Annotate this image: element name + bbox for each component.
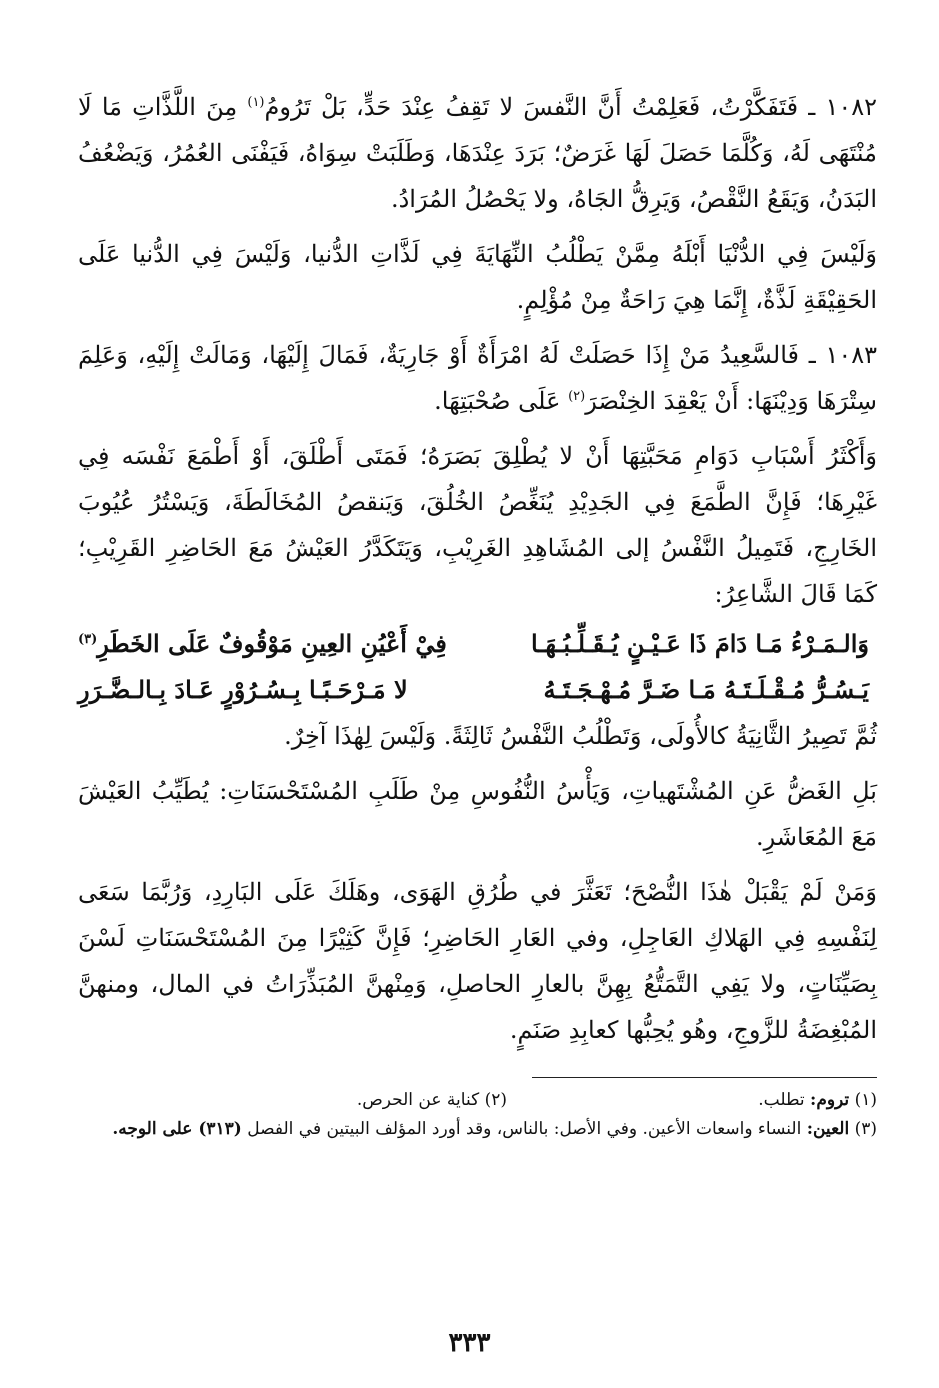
footnote-term: العين: xyxy=(806,1119,850,1139)
verse-hemistich: وَالـمَـرْءُ مَـا دَامَ ذَا عَـيْـنٍ يُـقَـلِّـبُـهَـا xyxy=(530,629,869,658)
footnote-3: (٣) العين: النساء واسعات الأعين. وفي الأصل: بالناس، وقد أورد المؤلف البيتين في الفصل (٣١٣) على الوجه. xyxy=(112,1119,877,1139)
footnote-separator xyxy=(78,1053,877,1078)
footnote-term: تروم: xyxy=(810,1090,850,1110)
footnote-marker: (٢) xyxy=(568,389,586,404)
paragraph-1082 xyxy=(78,84,877,222)
paragraph: وَأَكْثَرُ أَسْبَابِ دَوَامِ مَحَبَّتِهَا أَنْ لا يُطْلِقَ بَصَرَهُ؛ فَمَتَى أَطْلَقَ، أَوْ أَطْمَعَ نَفْسَه فِي غَيْرِهَا؛ فَإِنَّ الطَّمَعَ فِي الجَدِيْدِ يُنَغِّصُ الخُلُقَ، وَيَنقصُ المُخَالَطَةَ، وَيَسْتُرُ عُيُوبَ الخَارِجِ، فَتَمِيلُ النَّفْسُ إلى المُشَاهِدِ الغَرِيْبِ، وَيَتَكَدَّرُ العَيْشُ مَعَ الحَاضِرِ القَرِيْبِ؛ كَمَا قَالَ الشَّاعِرُ: xyxy=(78,442,877,608)
paragraph-text: ١٠٨٣ ـ فَالسَّعِيدُ مَنْ إِذَا حَصَلَتْ لَهُ امْرَأَةٌ أَوْ جَارِيَةٌ، فَمَالَ إِلَيْهَا، وَمَالَتْ إِلَيْهِ، وَعَلِمَ سِتْرَهَا وَدِيْنَهَا: أَنْ يَعْقِدَ الخِنْصَرَ xyxy=(78,341,877,415)
paragraph: ثُمَّ تَصِيرُ الثَّانِيَةُ كالأُولَى، وَتَطْلُبُ النَّفْسُ ثَالِثَةً. وَلَيْسَ لِهٰذَا آخِرٌ. xyxy=(284,722,877,750)
footnotes xyxy=(78,1086,877,1144)
paragraph-text: عَلَى صُحْبَتِهَا. xyxy=(434,387,561,415)
paragraph-text: مِنَ اللَّذَّاتِ مَا لَا مُنْتَهَى لَهُ، وَكُلَّمَا حَصَلَ لَهَا غَرَضٌ؛ بَرَدَ عِنْدَهَا، وَطَلَبَتْ سِوَاهُ، فَيَفْنَى العُمُرُ، وَيَضْعُفُ البَدَنُ، وَيَقَعُ النَّقْصُ، وَيَرِقُّ الجَاهُ، ولا يَحْصُلُ المُرَادُ. xyxy=(78,93,877,213)
footnote-2: (٢) كناية عن الحرص. xyxy=(356,1090,507,1110)
verse-line xyxy=(78,621,877,667)
footnote-1: (١) تروم: تطلب. xyxy=(758,1090,877,1110)
paragraph-text: ١٠٨٢ ـ فَتَفَكَّرْتُ، فَعَلِمْتُ أَنَّ النَّفسَ لا تَقِفُ عِنْدَ حَدٍّ، بَلْ تَرُومُ xyxy=(264,93,877,121)
verse-hemistich: فِيْ أَعْيُنِ العِينِ مَوْقُوفٌ عَلَى الخَطَرِ$^{(٣)}$ xyxy=(78,629,447,658)
paragraph: وَلَيْسَ فِي الدُّنْيَا أَبْلَهُ مِمَّنْ يَطْلُبُ النِّهَايَةَ فِي لَذَّاتِ الدُّنيا، وَلَيْسَ فِي الدُّنيا عَلَى الحَقِيْقَةِ لَذَّةٌ، إِنَّمَا هِيَ رَاحَةٌ مِنْ مُؤْلِمٍ. xyxy=(78,240,877,314)
verse-hemistich: لا مَـرْحَـبًـا بِـسُـرُوْرٍ عَـادَ بِـالـضَّـرَرِ xyxy=(78,675,408,704)
footnote-marker: (١) xyxy=(247,95,265,110)
paragraph: بَلِ الغَضُّ عَنِ المُشْتَهياتِ، وَيَأْسُ النُّفُوسِ مِنْ طَلَبِ المُسْتَحْسَنَاتِ: يُطَيِّبُ العَيْشَ مَعَ المُعَاشَرِ. xyxy=(78,777,877,851)
page-number: ٣٣٣ xyxy=(448,1328,491,1358)
paragraph: وَمَنْ لَمْ يَقْبَلْ هٰذَا النُّصْحَ؛ تَعَثَّرَ في طُرُقِ الهَوَى، وهَلَكَ عَلَى البَارِدِ، وَرُبَّمَا سَعَى لِنَفْسِهِ فِي الهَلاكِ العَاجِلِ، وفي العَارِ الحَاضِرِ؛ فَإِنَّ كَثِيْرًا مِنَ المُسْتَحْسَنَاتِ لَسْنَ بِصَيِّنَاتٍ، ولا يَفِي التَّمَتُّعُ بِهِنَّ بالعارِ الحاصلِ، وَمِنْهنَّ المُبَذِّرَاتُ في المال، ومنهنَّ المُبْغِضَةُ للزَّوجِ، وهُو يُحِبُّها كعابِدِ صَنَمٍ. xyxy=(78,878,878,1044)
poem-verse xyxy=(78,621,877,713)
footnote-row xyxy=(78,1086,877,1115)
verse-line xyxy=(78,667,877,713)
verse-hemistich: يَـسُـرُّ مُـقْـلَـتَـهُ مَـا ضَـرَّ مُـهْـجَـتَـهُ xyxy=(543,675,869,704)
footnote-marker: (٣) xyxy=(78,632,98,647)
paragraph-1083 xyxy=(78,332,877,424)
